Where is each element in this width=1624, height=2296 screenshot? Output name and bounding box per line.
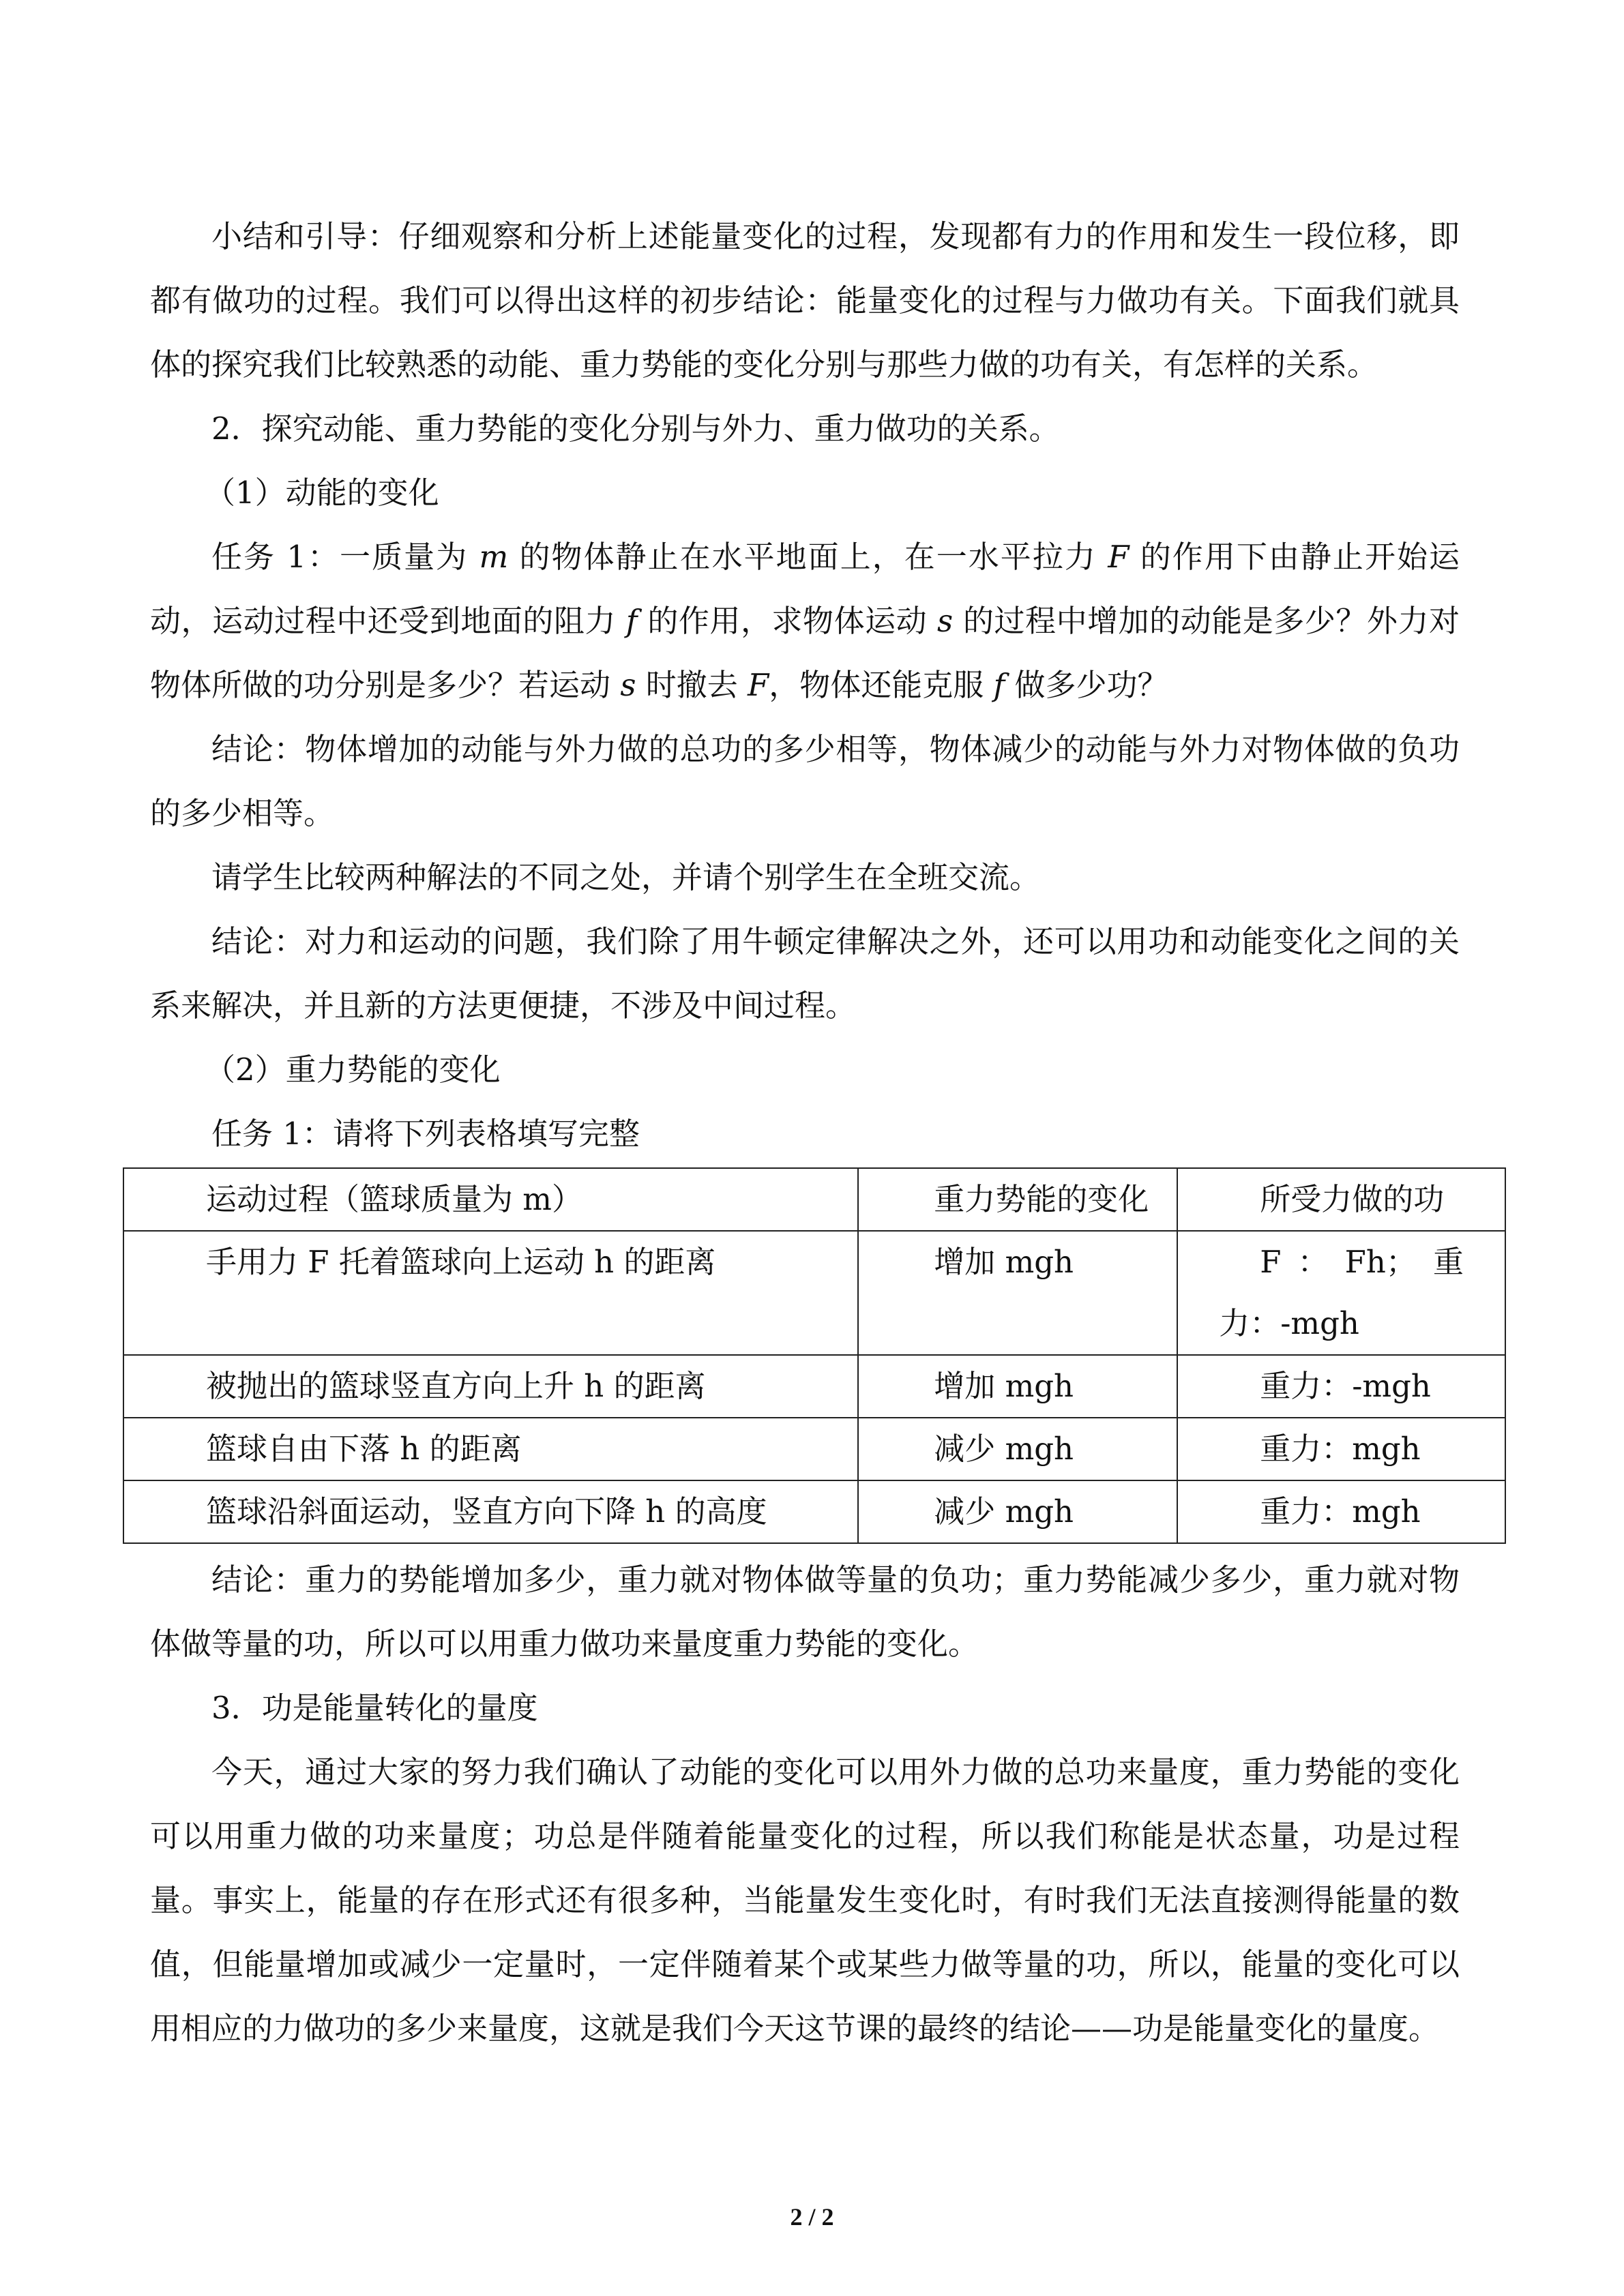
table-row <box>123 1418 1505 1480</box>
table-cell: 篮球沿斜面运动，竖直方向下降 h 的高度 <box>123 1480 858 1543</box>
table-cell: 重力：-mgh <box>1177 1355 1505 1418</box>
section-3-heading: 3．功是能量转化的量度 <box>211 1690 538 1726</box>
table-header-cell: 重力势能的变化 <box>858 1168 1177 1231</box>
table-row <box>123 1480 1505 1543</box>
table-cell: 减少 mgh <box>858 1480 1177 1543</box>
table-header-cell: 所受力做的功 <box>1177 1168 1505 1231</box>
page-number: 2 / 2 <box>790 2203 834 2231</box>
var-s2: s <box>620 667 636 703</box>
task-1-paragraph: 任务 1：一质量为 m 的物体静止在水平地面上，在一水平拉力 F 的作用下由静止开始运动，运动过程中还受到地面的阻力 f 的作用，求物体运动 s 的过程中增加的动能是多少？外力对物体所做的功分别是多少？若运动 s 时撤去 F，物体还能克服 f 做多少功？ <box>150 539 1460 703</box>
document-body-continued <box>150 1548 1460 2061</box>
table-cell: 增加 mgh <box>858 1355 1177 1418</box>
table-row <box>123 1231 1505 1355</box>
table-cell: 手用力 F 托着篮球向上运动 h 的距离 <box>123 1231 858 1355</box>
potential-conclusion-paragraph: 结论：重力的势能增加多少，重力就对物体做等量的负功；重力势能减少多少，重力就对物体做等量的功，所以可以用重力做功来量度重力势能的变化。 <box>150 1562 1460 1662</box>
var-s: s <box>937 603 954 639</box>
var-f2: f <box>993 667 1005 703</box>
conclusion-2-paragraph: 结论：对力和运动的问题，我们除了用牛顿定律解决之外，还可以用功和动能变化之间的关系来解决，并且新的方法更便捷，不涉及中间过程。 <box>150 923 1460 1024</box>
table-cell: 篮球自由下落 h 的距离 <box>123 1418 858 1480</box>
table-cell: 重力：mgh <box>1177 1418 1505 1480</box>
table-task-text: 任务 1：请将下列表格填写完整 <box>211 1116 640 1152</box>
section-2-heading: 2．探究动能、重力势能的变化分别与外力、重力做功的关系。 <box>211 411 1060 447</box>
summary-paragraph: 小结和引导：仔细观察和分析上述能量变化的过程，发现都有力的作用和发生一段位移，即都有做功的过程。我们可以得出这样的初步结论：能量变化的过程与力做功有关。下面我们就具体的探究我们比较熟悉的动能、重力势能的变化分别与那些力做的功有关，有怎样的关系。 <box>150 218 1460 383</box>
document-body <box>150 205 1460 1166</box>
var-F2: F <box>748 667 769 703</box>
var-F: F <box>1108 539 1130 575</box>
energy-table <box>123 1167 1506 1544</box>
compare-paragraph: 请学生比较两种解法的不同之处，并请个别学生在全班交流。 <box>211 859 1041 895</box>
table-cell: 被抛出的篮球竖直方向上升 h 的距离 <box>123 1355 858 1418</box>
conclusion-1-paragraph: 结论：物体增加的动能与外力做的总功的多少相等，物体减少的动能与外力对物体做的负功的多少相等。 <box>150 731 1460 831</box>
kinetic-energy-heading: （1）动能的变化 <box>205 475 439 511</box>
table-cell: F：Fh；重力：-mgh <box>1177 1231 1505 1355</box>
var-f: f <box>625 603 638 639</box>
table-cell: 增加 mgh <box>858 1231 1177 1355</box>
var-m: m <box>479 539 509 575</box>
potential-energy-heading: （2）重力势能的变化 <box>205 1052 501 1088</box>
table-header-cell: 运动过程（篮球质量为 m） <box>123 1168 858 1231</box>
table-cell: 重力：mgh <box>1177 1480 1505 1543</box>
table-cell: 减少 mgh <box>858 1418 1177 1480</box>
section-3-paragraph: 今天，通过大家的努力我们确认了动能的变化可以用外力做的总功来量度，重力势能的变化可以用重力做的功来量度；功总是伴随着能量变化的过程，所以我们称能是状态量，功是过程量。事实上，能量的存在形式还有很多种，当能量发生变化时，有时我们无法直接测得能量的数值，但能量增加或减少一定量时，一定伴随着某个或某些力做等量的功，所以，能量的变化可以用相应的力做功的多少来量度，这就是我们今天这节课的最终的结论——功是能量变化的量度。 <box>150 1754 1460 2046</box>
table-header-row <box>123 1168 1505 1231</box>
table-row <box>123 1355 1505 1418</box>
